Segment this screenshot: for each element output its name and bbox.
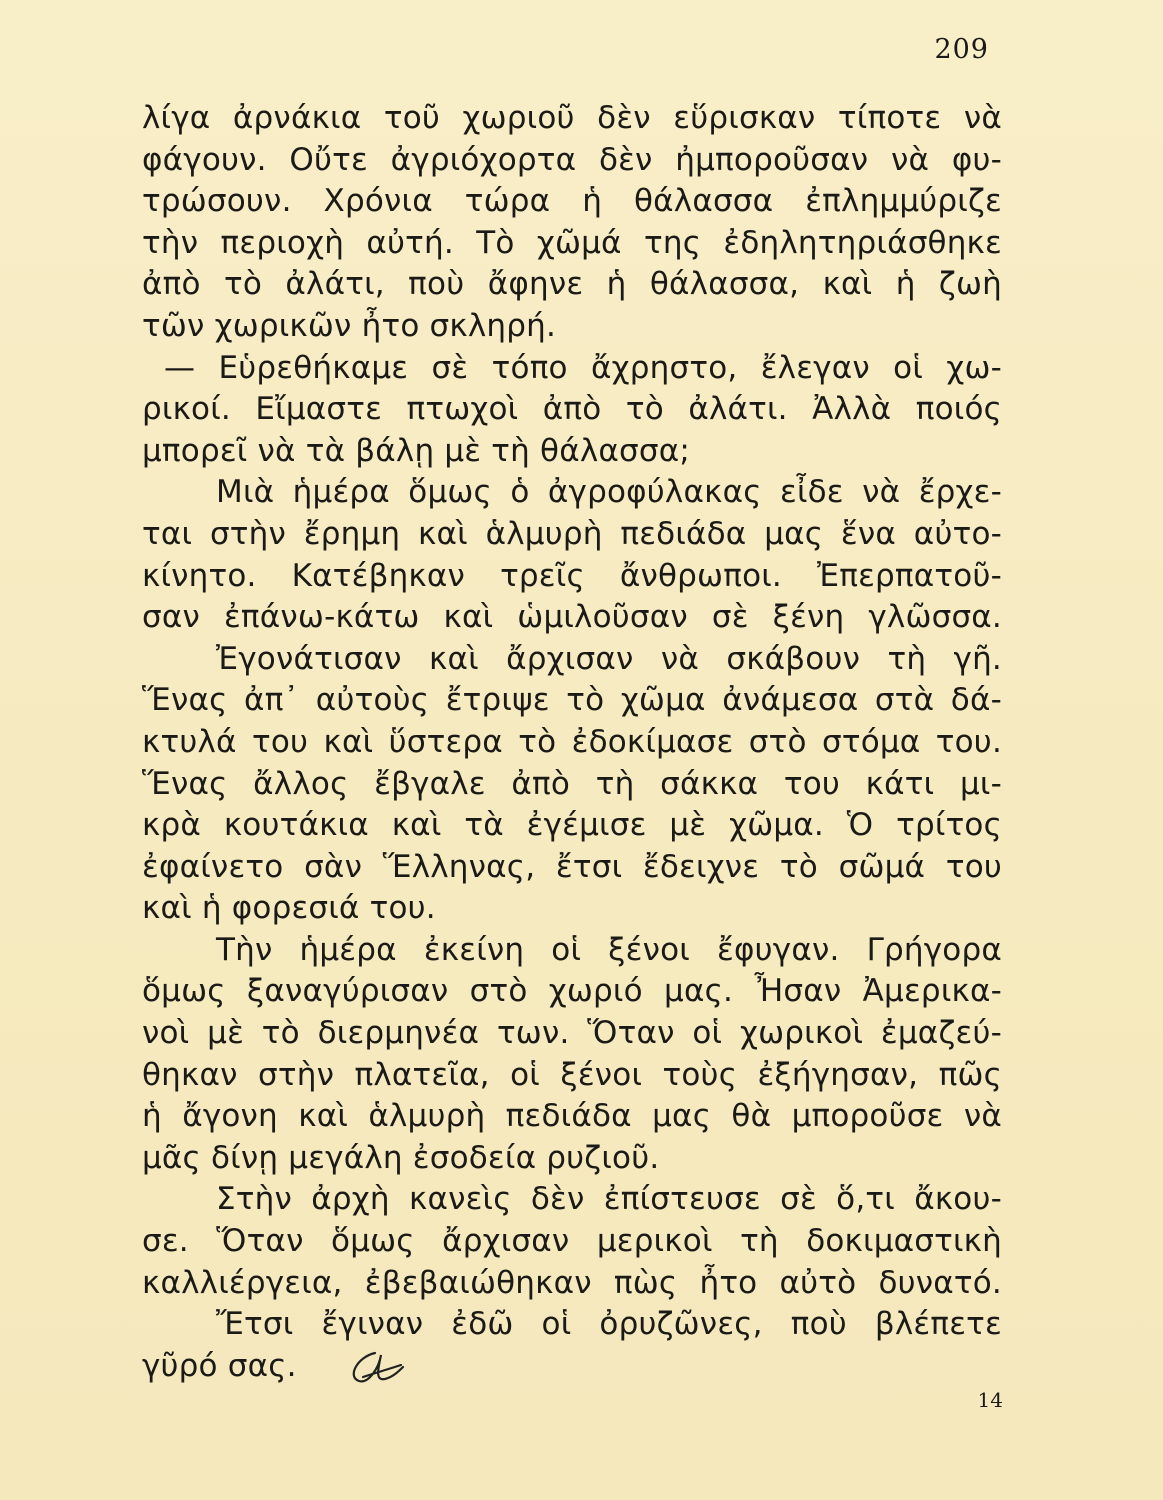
text-line: μᾶς δίνῃ μεγάλη ἐσοδεία ρυζιοῦ. <box>142 1139 660 1176</box>
text-line: μπορεῖ νὰ τὰ βάλῃ μὲ τὴ θάλασσα; <box>142 432 691 469</box>
text-line: σαν ἐπάνω-κάτω καὶ ὡμιλοῦσαν σὲ ξένη γλῶσσα. <box>142 599 1002 636</box>
text-line: γῦρό σας. <box>142 1347 297 1384</box>
text-line: τῶν χωρικῶν ἦτο σκληρή. <box>142 307 557 344</box>
text-line-last <box>142 1346 1002 1388</box>
body-text <box>142 98 1002 1387</box>
text-line: ται στὴν ἔρημη καὶ ἁλμυρὴ πεδιάδα μας ἕνα αὐτο- <box>142 515 1002 552</box>
signature-sheet-number: 14 <box>977 1388 1003 1412</box>
text-line: ὅμως ξαναγύρισαν στὸ χωριό μας. Ἦσαν Ἀμερικα- <box>142 973 1002 1010</box>
signature-mark-icon <box>345 1347 407 1387</box>
page-number: 209 <box>934 34 989 65</box>
text-line: ἐφαίνετο σὰν Ἕλληνας, ἔτσι ἔδειχνε τὸ σῶμά του <box>142 848 1002 885</box>
text-line: ἡ ἄγονη καὶ ἁλμυρὴ πεδιάδα μας θὰ μποροῦσε νὰ <box>142 1098 1002 1135</box>
text-line: καὶ ἡ φορεσιά του. <box>142 890 436 927</box>
text-line: Ἔτσι ἔγιναν ἐδῶ οἱ ὀρυζῶνες, ποὺ βλέπετε <box>216 1306 1002 1343</box>
text-line: νοὶ μὲ τὸ διερμηνέα των. Ὅταν οἱ χωρικοὶ ἐμαζεύ- <box>142 1015 1002 1052</box>
text-line: σε. Ὅταν ὅμως ἄρχισαν μερικοὶ τὴ δοκιμαστικὴ <box>142 1223 1002 1260</box>
text-line: τρώσουν. Χρόνια τώρα ἡ θάλασσα ἐπλημμύριζε <box>142 183 1002 220</box>
text-line: λίγα ἀρνάκια τοῦ χωριοῦ δὲν εὕρισκαν τίποτε νὰ <box>142 100 1002 136</box>
text-line: Ἕνας ἀπ᾽ αὐτοὺς ἔτριψε τὸ χῶμα ἀνάμεσα στὰ δά- <box>142 682 1002 719</box>
text-line: κτυλά του καὶ ὕστερα τὸ ἐδοκίμασε στὸ στόμα του. <box>142 723 1002 760</box>
text-line: κίνητο. Κατέβηκαν τρεῖς ἄνθρωποι. Ἐπερπατοῦ- <box>142 557 1002 594</box>
text-line: ρικοί. Εἴμαστε πτωχοὶ ἀπὸ τὸ ἀλάτι. Ἀλλὰ ποιός <box>142 391 1002 428</box>
text-line: τὴν περιοχὴ αὐτή. Τὸ χῶμά της ἐδηλητηριάσθηκε <box>142 224 1002 261</box>
text-line: Τὴν ἡμέρα ἐκείνη οἱ ξένοι ἔφυγαν. Γρήγορα <box>216 931 1002 968</box>
text-line: καλλιέργεια, ἐβεβαιώθηκαν πὼς ἦτο αὐτὸ δυνατό. <box>142 1264 1002 1301</box>
text-line: Μιὰ ἡμέρα ὅμως ὁ ἀγροφύλακας εἶδε νὰ ἔρχε- <box>216 474 1002 511</box>
text-line: Ἐγονάτισαν καὶ ἄρχισαν νὰ σκάβουν τὴ γῆ. <box>216 640 1002 677</box>
text-line: θηκαν στὴν πλατεῖα, οἱ ξένοι τοὺς ἐξήγησαν, πῶς <box>142 1056 1002 1093</box>
text-line: Ἕνας ἄλλος ἔβγαλε ἀπὸ τὴ σάκκα του κάτι μι- <box>142 765 1002 802</box>
text-line: κρὰ κουτάκια καὶ τὰ ἐγέμισε μὲ χῶμα. Ὁ τρίτος <box>142 807 1002 844</box>
text-line: Στὴν ἀρχὴ κανεὶς δὲν ἐπίστευσε σὲ ὅ,τι ἄκου- <box>216 1181 1002 1218</box>
text-line: φάγουν. Οὔτε ἀγριόχορτα δὲν ἠμποροῦσαν νὰ φυ- <box>142 141 1002 178</box>
text-line: ἀπὸ τὸ ἀλάτι, ποὺ ἄφηνε ἡ θάλασσα, καὶ ἡ ζωὴ <box>142 266 1002 303</box>
text-line: — Εὑρεθήκαμε σὲ τόπο ἄχρηστο, ἔλεγαν οἱ χω- <box>164 349 1002 386</box>
